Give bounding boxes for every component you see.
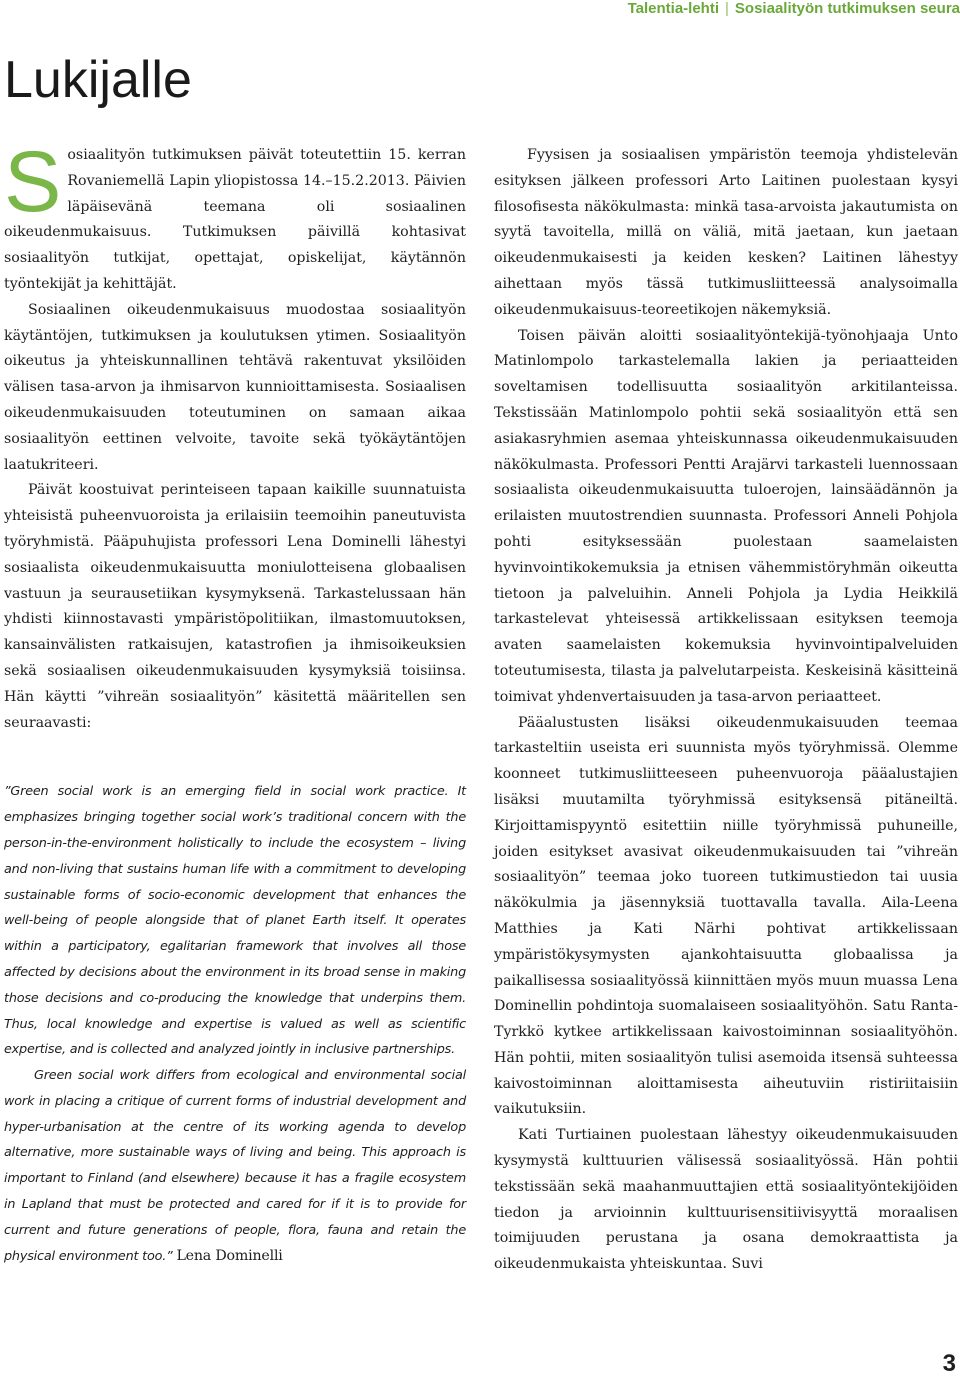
header-separator: | xyxy=(725,0,729,17)
intro-paragraph-text: osiaalityön tutkimuksen päivät toteutettiin 15. kerran Rovaniemellä Lapin yliopistossa 14.–15.2.2013. Päivien läpäisevänä teemana oli sosiaalinen oikeudenmukaisuus. Tutkimuksen päivillä kohtasivat sosiaalityön tutkijat, opettajat, opiskelijat, käytännön työntekijät ja kehittäjät. xyxy=(4,147,466,292)
running-header xyxy=(628,0,960,24)
publication-name: Talentia-lehti xyxy=(627,0,720,17)
body-paragraph: Pääalustusten lisäksi oikeudenmukaisuuden teemaa tarkasteltiin useista eri suunnista myös työryhmissä. Olemme koonneet tutkimusliitteeseen puheenvuoroja pääalustajien lisäksi muutamilta työryhmissä esityksensä pitäneiltä. Kirjoittamispyyntö esitettiin niille työryhmissä puhuneille, joiden esitykset avasivat oikeudenmukaisuuden tai ”vihreän sosiaalityön” teemaa joko tuoreen tutkimustiedon tai uusia näkökulmia ja jäsennyksiä tuottavalla tavalla. Aila-Leena Matthies ja Kati Närhi pohtivat artikkelissaan ympäristökysymysten ajankohtaisuutta globaalissa ja paikallisessa sosiaalityössä kiinnittäen myös muun muassa Lena Dominellin pohdintoja suomalaiseen sosiaalityöhön. Satu Ranta-Tyrkkö kytkee artikkelissaan kaivostoiminnan sosiaalityöhön. Hän pohtii, miten sosiaalityön tulisi asemoida itsensä suhteessa kaivostoiminnan aloittamisesta aiheutuviin ristiriitaisiin vaikutuksiin. xyxy=(494,714,958,1118)
body-paragraph: Toisen päivän aloitti sosiaalityöntekijä-työnohjaaja Unto Matinlompolo tarkastelemalla lakien ja periaatteiden soveltamisen todellisuutta sosiaalityön arkitilanteissa. Tekstissään Matinlompolo pohtii sekä sosiaalityön että sen asiakasryhmien asemaa yhteiskunnassa oikeudenmukaisuuden näkökulmasta. Professori Pentti Arajärvi tarkasteli luennossaan sosiaalista oikeudenmukaisuutta tuloerojen, lainsäädännön ja erilaisten muutostrendien suunnasta. Professori Anneli Pohjola pohti esityksessään puolestaan saamelaisten hyvinvointikokemuksia ja etnisen vähemmistöryhmän oikeutta tietoon ja palveluihin. Anneli Pohjola ja Lydia Heikkilä tarkastelevat yhteisessä artikkelissaan esityksen teemoja avaten saamelaisten kokemuksia hyvinvointipalveluiden toteutumisesta, tilasta ja palvelutarpeista. Keskeisinä käsitteinä toimivat yhdenvertaisuuden ja tasa-arvon periaatteet. xyxy=(494,327,958,705)
body-paragraph: Sosiaalinen oikeudenmukaisuus muodostaa sosiaalityön käytäntöjen, tutkimuksen ja koulutuksen ytimen. Sosiaalityön oikeutus ja yhteiskunnallinen tehtävä rakentuvat yksilöiden välisen tasa-arvon ja ihmisarvon kunnioittamisesta. Sosiaalisen oikeudenmukaisuuden toteutuminen on samaan aikaa sosiaalityön eettinen velvoite, tavoite sekä työkäytäntöjen laatukriteeri. xyxy=(4,301,466,473)
quote-attribution: Lena Dominelli xyxy=(176,1247,283,1264)
body-paragraph: Kati Turtiainen puolestaan lähestyy oikeudenmukaisuuden kysymystä kulttuurien välisessä sosiaalityössä. Hän pohtii tekstissään sekä maahanmuuttajien että sosiaalityöntekijöiden tiedon ja arvioinnin kulttuurisensitiivisyyttä moraalisen toimijuuden perustana ja osana demokraattista ja oikeudenmukaista yhteiskuntaa. Suvi xyxy=(494,1127,958,1273)
body-paragraph: Päivät koostuivat perinteiseen tapaan kaikille suunnatuista yhteisistä puheenvuoroista ja erilaisiin teemoihin paneutuvista työryhmistä. Pääpuhujista professori Lena Dominelli lähestyi sosiaalista oikeudenmukaisuutta moniulotteisena globaalisen vastuun ja seurausetiikan kysymyksenä. Tarkastelussaan hän yhdisti kiinnostavasti ympäristöpolitiikan, ilmastomuutoksen, kansainvälisten ratkaisujen, katastrofien ja ihmisoikeuksien sekä sosiaalisen oikeudenmukaisuuden kysymyksiä toisiinsa. Hän käytti ”vihreän sosiaalityön” käsitettä määritellen sen seuraavasti: xyxy=(4,482,466,731)
right-column xyxy=(494,143,958,1278)
body-paragraph: Fyysisen ja sosiaalisen ympäristön teemoja yhdistelevän esityksen jälkeen professori Arto Laitinen puolestaan kysyi filosofisesta näkökulmasta: minkä tasa-arvoista jakautumista on syytä tavoitella, millä on väliä, mitä jaetaan, kun jaetaan oikeudenmukaisesti ja keiden kesken? Laitinen lähestyy aihettaan myös tässä tutkimusliitteessä analysoimalla oikeudenmukaisuus-teoreetikojen näkemyksiä. xyxy=(494,147,958,318)
left-column xyxy=(4,134,466,1269)
block-quote-text: Green social work differs from ecological and environmental social work in placing a critique of current forms of industrial development and hyper-urbanisation at the centre of its working agenda to develop alternative, more sustainable ways of living and being. This approach is important to Finland (and elsewhere) because it has a fragile ecosystem in Lapland that must be protected and cared for if it is to provide for current and future generations of people, flora, fauna and retain the physical environment too.” xyxy=(4,1068,466,1264)
block-quote: ”Green social work is an emerging field in social work practice. It emphasizes bringing together social work’s traditional concern with the person-in-the-environment holistically to include the ecosystem – living and non-living that sustains human life with a commitment to developing sustainable forms of socio-economic development that enhances the well-being of people alongside that of planet Earth itself. It operates within a participatory, egalitarian framework that involves all those affected by decisions about the environment in its broad sense in making those decisions and co-producing the knowledge that underpins them. Thus, local knowledge and expertise is valued as well as scientific expertise, and is collected and analyzed jointly in inclusive partnerships. xyxy=(4,784,466,1058)
page-title: Lukijalle xyxy=(4,51,192,109)
organization-name: Sosiaalityön tutkimuksen seura xyxy=(734,0,960,17)
block-quote-continued xyxy=(4,1063,466,1269)
drop-cap: S xyxy=(4,134,62,230)
page-number: 3 xyxy=(942,1350,956,1377)
intro-paragraph xyxy=(4,134,466,298)
